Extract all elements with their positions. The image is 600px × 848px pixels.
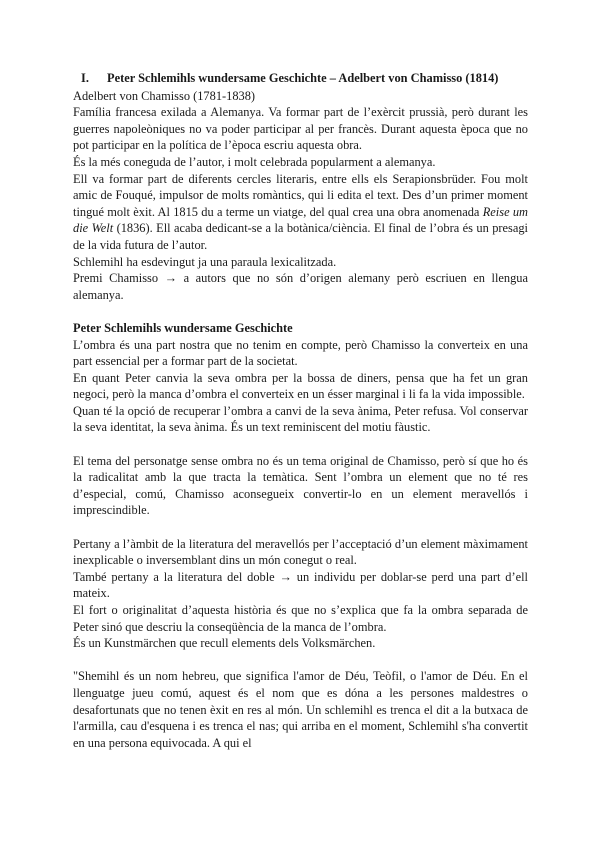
paragraph-strong: El fort o originalitat d’aquesta història és que no s’explica que fa la ombra separada de Peter sinó que descriu la conseqüència de la manca de l’ombra. bbox=[73, 603, 528, 634]
paragraph-prize: Premi Chamisso → a autors que no són d’origen alemany però escriuen en llengua alemanya. bbox=[73, 271, 528, 302]
paragraph-family: Família francesa exilada a Alemanya. Va formar part de l’exèrcit prussià, però durant les guerres napoleòniques no va poder participar al per francès. Durant aquesta època que no pot participar en la política de l’època escriu aquesta obra. bbox=[73, 105, 528, 153]
paragraph-double: També pertany a la literatura del doble → un individu per doblar-se perd una part d’ell mateix. bbox=[73, 569, 528, 601]
paragraph-recover: Quan té la opció de recuperar l’ombra a canvi de la seva ànima, Peter refusa. Vol conservar la seva identitat, la seva ànima. És un text reminiscent del motiu fàustic. bbox=[73, 403, 528, 435]
spacer bbox=[73, 519, 528, 536]
circles-text-before: Ell va formar part de diferents cercles literaris, entre ells els Serapionsbrüder. Fou molt amic de Fouqué, impulsor de molts romàntics, qui li edita el text. Des d’un primer moment tingué molt èxit. Al 1815 du a terme un viatge, del qual crea una obra anomenada bbox=[73, 171, 528, 219]
paragraph-known: És la més coneguda de l’autor, i molt celebrada popularment a alemanya. bbox=[73, 154, 436, 169]
paragraph-quote: "Shemihl és un nom hebreu, que significa l'amor de Déu, Teòfil, o l'amor de Déu. En el llenguatge jueu comú, aquest és el nom que es dóna a les persones maldestres o desafortunats que no tenen èxit en res al món. Un schlemihl es trenca el dit a la butxaca de l'armilla, cau d'esquena i es trenca el nas; qui arriba en el moment, Schlemihl s'ha convertit en una persona equivocada. A qui el bbox=[73, 669, 528, 750]
author-line: Adelbert von Chamisso (1781-1838) bbox=[73, 88, 256, 103]
document-page bbox=[73, 70, 528, 751]
section-title: Peter Schlemihls wundersame Geschichte – Adelbert von Chamisso (1814) bbox=[107, 71, 499, 85]
spacer bbox=[73, 652, 528, 669]
paragraph-theme: El tema del personatge sense ombra no és un tema original de Chamisso, però sí que ho és la radicalitat amb la que tracta la temàtica. Sent l’ombra un element que no té res d’especial, comú, Chamisso aconsegueix convertir-lo en un element meravellós i imprescindible. bbox=[73, 453, 528, 518]
work-title-italic: Reise um die Welt bbox=[73, 204, 528, 236]
section-heading bbox=[73, 70, 528, 87]
paragraph-lexical: Schlemihl ha esdevingut ja una paraula lexicalitzada. bbox=[73, 254, 337, 269]
paragraph-shadow: L’ombra és una part nostra que no tenim en compte, però Chamisso la converteix en una part essencial per a formar part de la societat. bbox=[73, 337, 528, 369]
spacer bbox=[73, 436, 528, 453]
spacer bbox=[73, 303, 528, 320]
circles-text-after: (1836). Ell acaba dedicant-se a la botànica/ciència. El final de l’obra és un presagi de la vida futura de l’autor. bbox=[73, 221, 528, 252]
section-number: I. bbox=[81, 71, 89, 85]
subheading: Peter Schlemihls wundersame Geschichte bbox=[73, 320, 293, 335]
paragraph-exchange: En quant Peter canvia la seva ombra per la bossa de diners, pensa que ha fet un gran negoci, però la manca d’ombra el converteix en un ésser marginal i li fa la vida impossible. bbox=[73, 370, 528, 402]
paragraph-marvel: Pertany a l’àmbit de la literatura del meravellós per l’acceptació d’un element màximament inexplicable o inversemblant dins un món conegut o real. bbox=[73, 536, 528, 568]
paragraph-circles bbox=[73, 171, 528, 254]
paragraph-kunstmarchen: És un Kunstmärchen que recull elements dels Volksmärchen. bbox=[73, 636, 376, 651]
